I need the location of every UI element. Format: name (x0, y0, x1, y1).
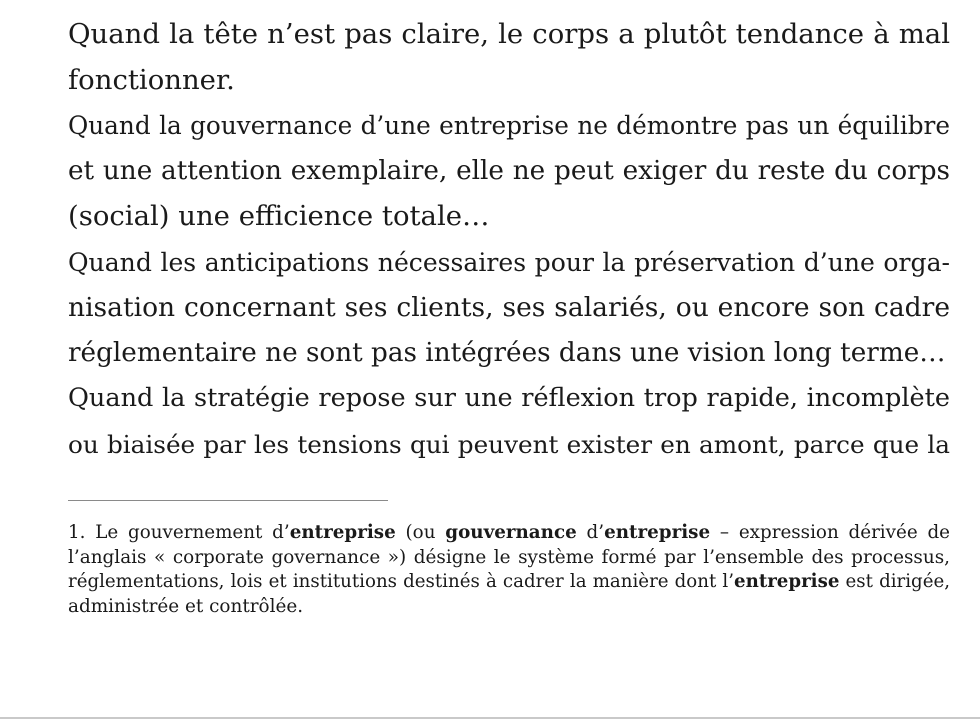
footnote-line (68, 570, 950, 595)
body-line: et une attention exemplaire, elle ne peut exiger du reste du corps (68, 155, 950, 186)
footnote-separator (68, 500, 388, 501)
footnote-text: d’ (576, 522, 605, 543)
body-text (68, 12, 950, 467)
body-line: Quand la tête n’est pas claire, le corps a plutôt tendance à mal (68, 18, 950, 50)
footnote-line: l’anglais « corporate governance ») désigne le système formé par l’ensemble des processus, (68, 546, 950, 568)
footnote-text: (ou (395, 522, 446, 543)
body-line: nisation concernant ses clients, ses salariés, ou encore son cadre (68, 292, 950, 323)
body-line: Quand les anticipations nécessaires pour la préservation d’une orga- (68, 247, 950, 277)
footnote-text: est dirigée, (839, 571, 951, 592)
footnote-line (68, 521, 950, 546)
footnote-text: – expression dérivée de (710, 522, 950, 543)
footnote-bold-term: entreprise (604, 522, 711, 543)
footnote-bold-term: gouvernance (445, 522, 577, 543)
footnote-text: 1. Le gouvernement d’ (68, 522, 290, 543)
footnote-text: réglementations, lois et institutions destinés à cadrer la manière dont l’ (68, 571, 735, 592)
body-line: ou biaisée par les tensions qui peuvent exister en amont, parce que la (68, 429, 950, 459)
body-line: réglementaire ne sont pas intégrées dans une vision long terme… (68, 337, 946, 368)
body-line: Quand la stratégie repose sur une réflexion trop rapide, incomplète (68, 383, 950, 413)
footnote (68, 521, 950, 619)
footnote-bold-term: entreprise (289, 522, 396, 543)
body-line: Quand la gouvernance d’une entreprise ne démontre pas un équilibre (68, 111, 950, 140)
footnote-line: administrée et contrôlée. (68, 595, 304, 617)
footnote-bold-term: entreprise (734, 571, 840, 592)
body-line: (social) une efficience totale… (68, 200, 490, 232)
body-line: fonctionner. (68, 63, 235, 96)
